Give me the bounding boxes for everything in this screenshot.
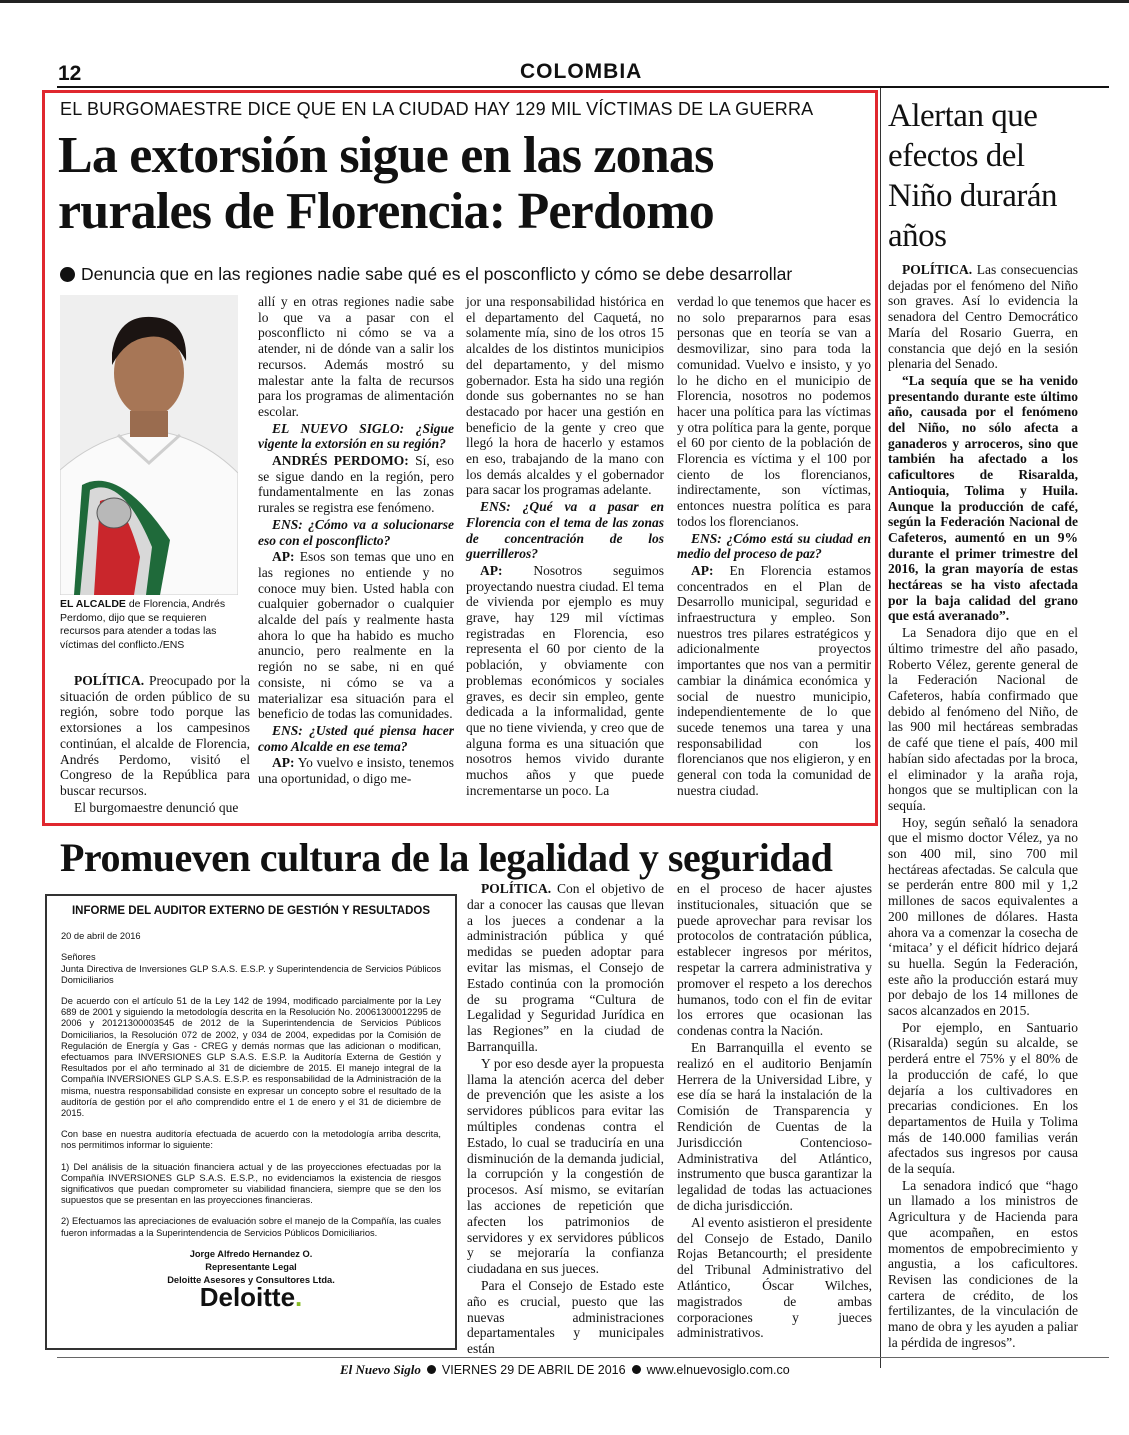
question-text: ¿Usted qué piensa hacer como Alcalde en ese tema? — [258, 722, 454, 754]
page-footer — [340, 1362, 790, 1378]
mayor-photo — [60, 295, 238, 595]
speaker-label: AP: — [272, 755, 295, 771]
question-text: ¿Cómo está su ciudad en medio del proceso de paz? — [677, 530, 871, 562]
report-paragraph: 2) Efectuamos las apreciaciones de evaluación sobre el manejo de la Compañía, las cuales fueron informadas a la Superintendencia de Servicios Públicos Domiciliarios. — [61, 1216, 441, 1238]
newspaper-name: El Nuevo Siglo — [340, 1362, 421, 1377]
interviewer-label: ENS: — [480, 499, 511, 515]
paragraph-text: Preocupado por la situación de orden público de su región, sobre todo porque las extorsiones a los campesinos continúan, el alcalde de Florencia, Andrés Perdomo, visitó el Congreso de la República para buscar recursos. — [60, 673, 250, 798]
auditor-report-notice — [45, 894, 457, 1350]
sidebar-paragraph: “La sequía que se ha venido presentando durante este último año, causada por el fenómeno del Niño, no sólo afecta a ganaderos y arroceros, sino que también ha afectado a los caficultores de Risaralda, Antioquia, Tolima y Huila. Aunque la producción de café, según la Federación Nacional de Cafeteros, aumentó en un 9% durante el primer trimestre del 2016, la gran mayoría de estas hectáreas se ha visto afectada por la baja calidad del grano que está averanado”. — [888, 372, 1078, 624]
dateline: POLÍTICA. — [74, 673, 145, 688]
paragraph: Al evento asistieron el presidente del Consejo de Estado, Danilo Rojas Betancourth; el presidente del Tribunal Administrativo del Atlántico, Óscar Wilches, magistrados de ambas corporaciones y jueces administrativos. — [677, 1214, 872, 1341]
paragraph-text: Con el objetivo de dar a conocer las causas que llevan a los jueces a condenar a la administración pública y qué medidas se pueden adoptar para evitar las mismas, el Consejo de Estado continúa con la promoción de su programa “Cultura de Legalidad y Seguridad Jurídica en las Regiones” en la ciudad de Barranquilla. — [467, 881, 664, 1054]
paragraph: verdad lo que tenemos que hacer es no solo prepararnos para esas personas que en teoría se van a desmovilizar, sino para toda la comunidad. Vuelvo e insisto, y yo lo he dicho en el municipio de Florencia, nosotros no podemos hacer una política para las víctimas y otra política para la gente, porque el 60 por ciento de la población de Florencia es víctima y el 100 por ciento de los florencianos, indirectamente, son víctimas, entonces nuestra política es para todos los florencianos. — [677, 294, 871, 529]
sidebar-paragraph: La Senadora dijo que en el último trimestre del año pasado, Roberto Vélez, gerente general de la Federación Nacional de Cafeteros, había confirmado que debido al fenómeno del Niño, de las 900 mil hectáreas sembradas de café que tiene el país, 400 mil habían sido afectadas por la broca, el eliminador y la araña roja, hongos que se multiplican con la sequía. — [888, 625, 1078, 813]
report-date: 20 de abril de 2016 — [61, 931, 141, 942]
answer-text: Yo vuelvo e insisto, tenemos una oportunidad, o digo me- — [258, 755, 454, 787]
sidebar-paragraph: La senadora indicó que “hago un llamado a los ministros de Agricultura y de Hacienda para que acompañen, en estos momentos de empobrecimiento y angustia, a los caficultores. Revisen las condiciones de la cartera de crédito, de los fertilizantes, de la vinculación de mano de obra y les ayuden a paliar la pérdida de ingresos”. — [888, 1177, 1078, 1350]
answer-text: Nosotros seguimos proyectando nuestra ciudad. El tema de vivienda por ejemplo es muy grave, hay 129 mil víctimas registradas en Florencia, eso representa el 60 por ciento de la población, y obviamente con problemas económicos y sociales graves, es decir sin empleo, gente dedicada a la informalidad, gente que no tiene vivienda, y creo que de alguna forma es una situación que nosotros hemos vivido durante muchos años y que puede incrementarse un poco. La — [466, 562, 664, 798]
interviewer-label: ENS: — [691, 530, 722, 546]
paragraph: En Barranquilla el evento se realizó en el auditorio Benjamín Herrera de la Universidad Libre, y ese día se hará la instalación de la Comisión de Transparencia y Rendición de Cuentas de la Jurisdicción Contencioso-Administrativa del Atlántico, instrumento que busca garantizar la legalidad de todas las actuaciones de dicha jurisdicción. — [677, 1039, 872, 1213]
dateline: POLÍTICA. — [902, 262, 973, 277]
report-title: INFORME DEL AUDITOR EXTERNO DE GESTIÓN Y RESULTADOS — [71, 905, 431, 917]
deck-text: Denuncia que en las regiones nadie sabe qué es el posconflicto y cómo se debe desarrollar — [81, 264, 793, 284]
article-column-3 — [466, 294, 664, 800]
paragraph-text: Las consecuencias dejadas por el fenómeno del Niño son graves. Así lo evidencia la senadora del Centro Democrático María del Rosario Guerra, en constancia que dejó en la sesión plenaria del Senado. — [888, 262, 1078, 372]
question-text: ¿Qué va a pasar en Florencia con el tema de las zonas de concentración de los guerrilleros? — [466, 499, 664, 562]
sidebar-headline: Alertan que efectos del Niño durarán años — [888, 98, 1058, 254]
dateline: POLÍTICA. — [481, 881, 552, 896]
page-number: 12 — [58, 62, 82, 85]
answer-text: Esos son temas que uno en las regiones no entiende y no conoce muy bien. Usted habla con cualquier gobernador o cualquier alcalde del país y realmente hasta ahora lo que ha habido es mucho anuncio, pero realmente en la región no se sabe, ni en qué consiste, ni cómo se va a materializar esa situación para el beneficio de todas las comunidades. — [258, 549, 454, 722]
paragraph: jor una responsabilidad histórica en el departamento del Caquetá, no solamente mía, sino de los otros 15 alcaldes de los distintos municipios del departamento, y del mismo gobernador. Esta ha sido una región donde sus gobernantes no se han destacado por hacer una gestión en beneficio de la gente y creo que llegó la hora de hacerlo y estamos en eso, trabajando de la mano con los demás alcaldes y el gobernador para sacar los programas adelante. — [466, 294, 664, 498]
caption-text: de Florencia, Andrés Perdomo, dijo que se requieren recursos para atender a todas las víctimas del conflicto./ENS — [60, 598, 226, 651]
bullet-icon — [60, 267, 75, 282]
paragraph: El burgomaestre denunció que — [74, 799, 239, 815]
answer — [258, 453, 454, 516]
sidebar-paragraph — [888, 262, 1078, 372]
bullet-icon — [632, 1365, 641, 1374]
speaker-label: AP: — [480, 562, 503, 578]
report-paragraph: Con base en nuestra auditoría efectuada de acuerdo con la metodología arriba descrita, nos permitimos informar lo siguiente: — [61, 1129, 441, 1151]
signatory-role: Representante Legal — [205, 1262, 297, 1273]
paragraph — [467, 881, 664, 1055]
answer — [258, 549, 454, 722]
second-article-column-1 — [467, 881, 664, 1358]
answer — [258, 755, 454, 786]
question — [258, 723, 454, 754]
interviewer-label: EL NUEVO SIGLO: — [272, 420, 405, 436]
question-text: ¿Cómo va a solucionarse eso con el posconflicto? — [258, 516, 454, 548]
answer — [677, 563, 871, 799]
answer-text: En Florencia estamos concentrados en el Plan de Desarrollo municipal, seguridad e infraestructura y empleo. Son nuestros tres pilares estratégicos y adicionalmente proyectos importantes que nos van a permitir cambiar la dinámica económica y social de nuestro municipio, independientemente de lo que sucede tenemos una tarea y una responsabilidad con los florencianos que nos eligieron, y en general con toda la comunidad de nuestra ciudad. — [677, 562, 871, 798]
article-column-1 — [60, 673, 250, 816]
signatory-firm: Deloitte Asesores y Consultores Ltda. — [167, 1275, 335, 1286]
paragraph: en el proceso de hacer ajustes institucionales, situación que se puede aprovechar para revisar los protocolos de contratación pública, establecer ingresos por méritos, respetar la carrera administrativa y promover el respeto a los derechos humanos, todo con el fin de evitar los errores que ocasionan las condenas contra la Nación. — [677, 881, 872, 1039]
second-article-column-2 — [677, 881, 872, 1342]
sidebar-divider — [880, 88, 881, 1368]
header-rule — [57, 86, 1109, 88]
signatory-name: Jorge Alfredo Hernandez O. — [189, 1248, 313, 1259]
logo-dot: . — [295, 1282, 303, 1313]
article-deck — [60, 264, 792, 285]
speaker-label: AP: — [272, 549, 295, 565]
second-article-headline: Promueven cultura de la legalidad y seguridad — [60, 835, 833, 880]
question-text: ¿Sigue vigente la extorsión en su región? — [258, 420, 454, 452]
footer-date: VIERNES 29 DE ABRIL DE 2016 — [441, 1363, 626, 1377]
top-band — [0, 0, 1129, 17]
report-paragraph: 1) Del análisis de la situación financiera actual y de las proyecciones efectuadas por la Compañía INVERSIONES GLP S.A.S. E.S.P., no evidenciamos la existencia de riesgos significativos que puedan comprometer su viabilidad financiera, siempre que se den los supuestos que se presentan en las proyecciones financieras. — [61, 1161, 441, 1206]
footer-url[interactable]: www.elnuevosiglo.com.co — [646, 1363, 790, 1377]
interviewer-label: ENS: — [272, 516, 303, 532]
lead-paragraph — [60, 673, 250, 799]
article-column-2 — [258, 294, 454, 788]
photo-caption — [60, 598, 240, 652]
article-column-4 — [677, 294, 871, 800]
question — [677, 531, 871, 562]
sidebar-body — [888, 262, 1078, 1352]
answer — [466, 563, 664, 799]
paragraph: Para el Consejo de Estado este año es crucial, puesto que las nuevas administraciones departamentales y municipales están — [467, 1277, 664, 1357]
logo-text: Deloitte — [199, 1282, 296, 1313]
report-addressee: Señores Junta Directiva de Inversiones GLP S.A.S. E.S.P. y Superintendencia de Servicios Públicos Domiciliarios — [61, 952, 441, 985]
caption-lead: EL ALCALDE — [60, 598, 126, 610]
sidebar-paragraph: Hoy, según señaló la senadora que el mismo doctor Vélez, ya no son 400 mil, sino 700 mil hectáreas afectadas. Se calcula que se perderán entre 800 mil y 1,2 millones de sacos equivalentes a 200 millones de dólares. Hasta ahora va a comenzar la cosecha de ‘mitaca’ y el déficit hídrico dejará su huella. Según la Federación, este año la producción estará muy por debajo de los 14 millones de sacos alcanzados en 2015. — [888, 814, 1078, 1019]
speaker-label: ANDRÉS PERDOMO: — [272, 453, 409, 469]
article-headline: La extorsión sigue en las zonas rurales de Florencia: Perdomo — [58, 127, 714, 240]
footer-rule — [57, 1357, 1109, 1358]
section-name: COLOMBIA — [520, 60, 643, 83]
paragraph: allí y en otras regiones nadie sabe lo que va a pasar con el posconflicto ni cómo se va a atender, ni de dónde van a salir los recursos. Además mostró su malestar ante la falta de recursos para los programas de alimentación escolar. — [258, 294, 454, 419]
answer-text: Sí, eso se sigue dando en la región, pero fundamentalmente en las zonas rurales se registra ese fenómeno. — [258, 453, 454, 516]
sidebar-paragraph: Por ejemplo, en Santuario (Risaralda) según su alcalde, se perderá entre el 75% y el 80% de la producción de café, lo que dejaría a los cultivadores en precarias condiciones. En los departamentos de Huila y Tolima más de 140.000 familias verán afectados sus ingresos por causa de la sequía. — [888, 1019, 1078, 1177]
question — [466, 499, 664, 562]
bullet-icon — [427, 1365, 436, 1374]
deloitte-logo — [47, 1282, 455, 1313]
portrait-illustration — [60, 295, 238, 595]
question — [258, 421, 454, 452]
paragraph: Y por eso desde ayer la propuesta llama la atención acerca del deber de prevención que les asiste a los servidores públicos para evitar las múltiples condenas contra el Estado, lo cual se traduciría en una disminución de la demanda judicial, la corrupción y la congestión de procesos. Así mismo, se evitarían las acciones de repetición que afecten los patrimonios de servidores y ex servidores públicos y se mejoraría la confianza ciudadana en sus jueces. — [467, 1055, 664, 1277]
article-kicker: EL BURGOMAESTRE DICE QUE EN LA CIUDAD HAY 129 MIL VÍCTIMAS DE LA GUERRA — [60, 99, 814, 119]
question — [258, 517, 454, 548]
speaker-label: AP: — [691, 562, 714, 578]
interviewer-label: ENS: — [272, 722, 303, 738]
report-paragraph: De acuerdo con el artículo 51 de la Ley 142 de 1994, modificado parcialmente por la Ley 689 de 2001 y siguiendo la metodología descrita en la Resolución No. 20061300012295 de 2006 y 20121300003545 de 2012 de la Superintendencia de Servicios Públicos Domiciliarios, la Resolución 072 de 2002, y 034 de 2004, expedidas por la Comisión de Regulación de Energía y Gas - CREG y demás normas que las adicionan o modifican, efectuamos para INVERSIONES GLP S.A.S. E.S.P. la Auditoría Externa de Gestión y Resultados por el año terminado al 31 de diciembre de 2015. El manejo integral de la Compañía INVERSIONES GLP S.A.S. E.S.P. es responsabilidad de la Administración de la misma, nuestra responsabilidad consiste en expresar un concepto sobre el resultado de la auditoría de gestión por el año comprendido entre el 1 de enero y el 31 de diciembre de 2015. — [61, 996, 441, 1119]
